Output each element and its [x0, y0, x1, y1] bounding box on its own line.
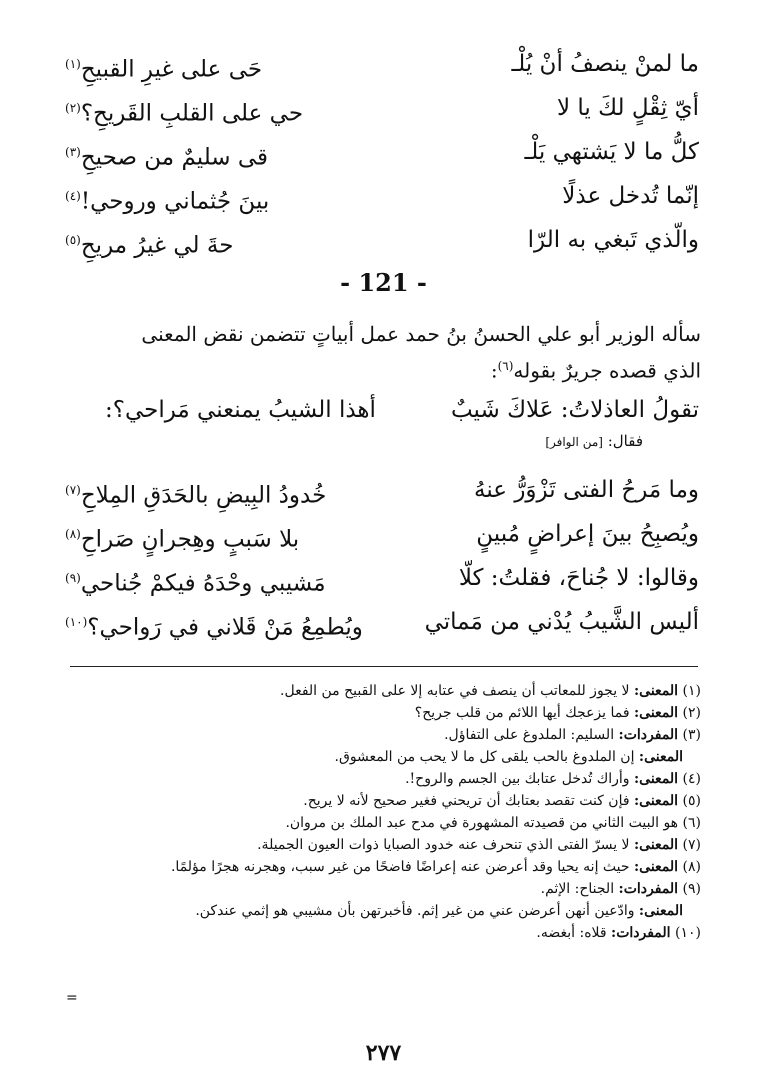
verse-line: [65, 132, 699, 176]
verse-hemistich-first: والّذي تَبغي به الرّا: [527, 227, 699, 253]
verse-line: [65, 602, 699, 646]
footnote-ref[interactable]: (٥): [65, 233, 81, 247]
footnote-text: حيث إنه يحيا وقد أعرضن عنه إعراضًا فاضحًا من غير سبب، وهجرنه هجرًا مؤلمًا.: [170, 859, 630, 875]
footnote: [65, 724, 701, 746]
footnote: [65, 790, 701, 812]
footnote-number: (٥): [682, 793, 701, 809]
jarir-verse: [65, 390, 699, 434]
footnote-text: لا يسرّ الفتى الذي تنحرف عنه خدود الصبايا ذوات العيون الجميلة.: [257, 837, 630, 853]
verse-line: [65, 514, 699, 558]
footnote: [65, 812, 701, 834]
footnote-text: فإن كنت تقصد بعتابك أن تريحني فغير صحيح لأنه لا يريح.: [303, 793, 630, 809]
footnote-label: المعنى:: [634, 837, 679, 853]
footnote-ref[interactable]: (٤): [65, 189, 81, 203]
verse-hemistich-first: وقالوا: لا جُناحَ، فقلتُ: كلّا: [458, 565, 699, 591]
footnote-ref[interactable]: (٢): [65, 101, 81, 115]
footnote-label: المفردات:: [618, 727, 679, 743]
footnote-ref[interactable]: (١٠): [65, 615, 88, 629]
footnote-text: الجناح: الإثم.: [540, 881, 615, 897]
footnote: [65, 922, 701, 944]
section-heading: - 121 -: [340, 268, 427, 297]
footnote-label: المعنى:: [634, 771, 679, 787]
verse-line: [65, 176, 699, 220]
faqal-line: [545, 432, 643, 450]
verse-hemistich-second: قى سليمٌ من صحيحِ$^{(٣)}$: [65, 144, 269, 171]
footnote-number: (٧): [682, 837, 701, 853]
footnote-number: (٤): [682, 771, 701, 787]
footnote: [65, 834, 701, 856]
footnote-label: المفردات:: [618, 881, 679, 897]
footnote-ref[interactable]: (٦): [497, 359, 514, 373]
verse-hemistich-first: إنّما تُدخل عذلًا: [562, 183, 699, 209]
verse-hemistich-second: بينَ جُثماني وروحي!$^{(٤)}$: [65, 188, 270, 215]
verse-hemistich-second: خُدودُ البِيضِ بالحَدَقِ المِلاحِ$^{(٧)}$: [65, 482, 327, 509]
footnote: [65, 680, 701, 702]
footnote-ref[interactable]: (٨): [65, 527, 81, 541]
footnote-ref[interactable]: (٩): [65, 571, 81, 585]
footnote-ref[interactable]: (٧): [65, 483, 81, 497]
footnote-text: إن الملدوغ بالحب يلقى كل ما لا يحب من المعشوق.: [334, 749, 635, 765]
footnote-label: المعنى:: [634, 705, 679, 721]
footnote: [65, 768, 701, 790]
footnote-label: المعنى:: [638, 749, 683, 765]
verse-hemistich-first: تقولُ العاذلاتُ: عَلاكَ شَيبٌ: [450, 397, 699, 423]
verse-hemistich-first: كلُّ ما لا يَشتهي يَلْـ: [524, 139, 699, 165]
verse-line: [65, 88, 699, 132]
footnote: [65, 900, 701, 922]
footnote-text: فما يزعجك أيها اللائم من قلب جريح؟: [414, 705, 630, 721]
verse-hemistich-first: ويُصبِحُ بينَ إعراضٍ مُبينٍ: [476, 521, 699, 547]
verse-line: [65, 558, 699, 602]
intro-line: الذي قصده جريرٌ بقوله$^{(٦)}$:: [490, 358, 701, 383]
footnote-text: قلاه: أبغضه.: [536, 925, 607, 941]
verse-hemistich-first: أيّ ثِقْلٍ لكَ يا لا: [556, 95, 699, 121]
footnote-label: المعنى:: [634, 859, 679, 875]
footnote-text: وادّعين أنهن أعرضن عني من غير إثم. فأخبرتهن بأن مشيبي هو إثمي عندكن.: [195, 903, 635, 919]
verse-hemistich-first: أليس الشَّيبُ يُدْني من مَماتي: [424, 609, 699, 635]
footnote-number: (٦): [682, 815, 701, 831]
verse-hemistich-second: حةَ لي غيرُ مريحِ$^{(٥)}$: [65, 232, 234, 259]
verse-hemistich-first: وما مَرحُ الفتى تَزْوَرُّ عنهُ: [474, 477, 699, 503]
footnote-label: المعنى:: [634, 793, 679, 809]
footnote: [65, 856, 701, 878]
footnote-text: هو البيت الثاني من قصيدته المشهورة في مدح عبد الملك بن مروان.: [285, 815, 679, 831]
page-number: ٢٧٧: [365, 1040, 402, 1066]
footnote-number: (٢): [682, 705, 701, 721]
faqal-text: فقال:: [607, 432, 643, 450]
footnote-label: المعنى:: [638, 903, 683, 919]
footnote-text: السليم: الملدوغ على التفاؤل.: [444, 727, 615, 743]
footnote-ref[interactable]: (١): [65, 57, 81, 71]
footnote-text: وأراك تُدخل عتابك بين الجسم والروح!.: [405, 771, 630, 787]
footnote-ref[interactable]: (٣): [65, 145, 81, 159]
footnote-text: لا يجوز للمعاتب أن ينصف في عتابه إلا على القبيح من الفعل.: [280, 683, 630, 699]
footnote-number: (٣): [682, 727, 701, 743]
verse-hemistich-second: مَشيبي وحْدَهُ فيكمْ جُناحي$^{(٩)}$: [65, 570, 326, 597]
footnote: [65, 746, 701, 768]
verse-hemistich-second: أهذا الشيبُ يمنعني مَراحي؟:: [105, 397, 376, 423]
verse-line: [65, 470, 699, 514]
verse-hemistich-second: ويُطمِعُ مَنْ قَلاني في رَواحي؟$^{(١٠)}$: [65, 614, 363, 641]
footnote-number: (١): [682, 683, 701, 699]
verse-line: [65, 220, 699, 264]
verse-hemistich-first: ما لمنْ ينصفُ أنْ يُلْـ: [511, 51, 699, 77]
verse-line: [65, 44, 699, 88]
footnote: [65, 878, 701, 900]
continuation-mark: =: [66, 990, 78, 1006]
footnote-label: المعنى:: [634, 683, 679, 699]
footnote: [65, 702, 701, 724]
footnote-number: (٨): [682, 859, 701, 875]
footnote-separator: [70, 666, 698, 667]
intro-line: سأله الوزير أبو علي الحسنُ بنُ حمد عمل أبياتٍ تتضمن نقض المعنى: [141, 322, 701, 346]
verse-hemistich-second: حَى على غيرِ القبيحِ$^{(١)}$: [65, 56, 263, 83]
verse-hemistich-second: بلا سَببٍ وهِجرانٍ صَراحِ$^{(٨)}$: [65, 526, 300, 553]
footnotes: [65, 680, 701, 944]
footnote-label: المفردات:: [611, 925, 671, 941]
footnote-number: (٩): [682, 881, 701, 897]
meter-label: [من الوافر]: [545, 435, 603, 449]
footnote-number: (١٠): [675, 925, 701, 941]
verse-hemistich-second: حي على القلبِ القَريحِ؟$^{(٢)}$: [65, 100, 304, 127]
